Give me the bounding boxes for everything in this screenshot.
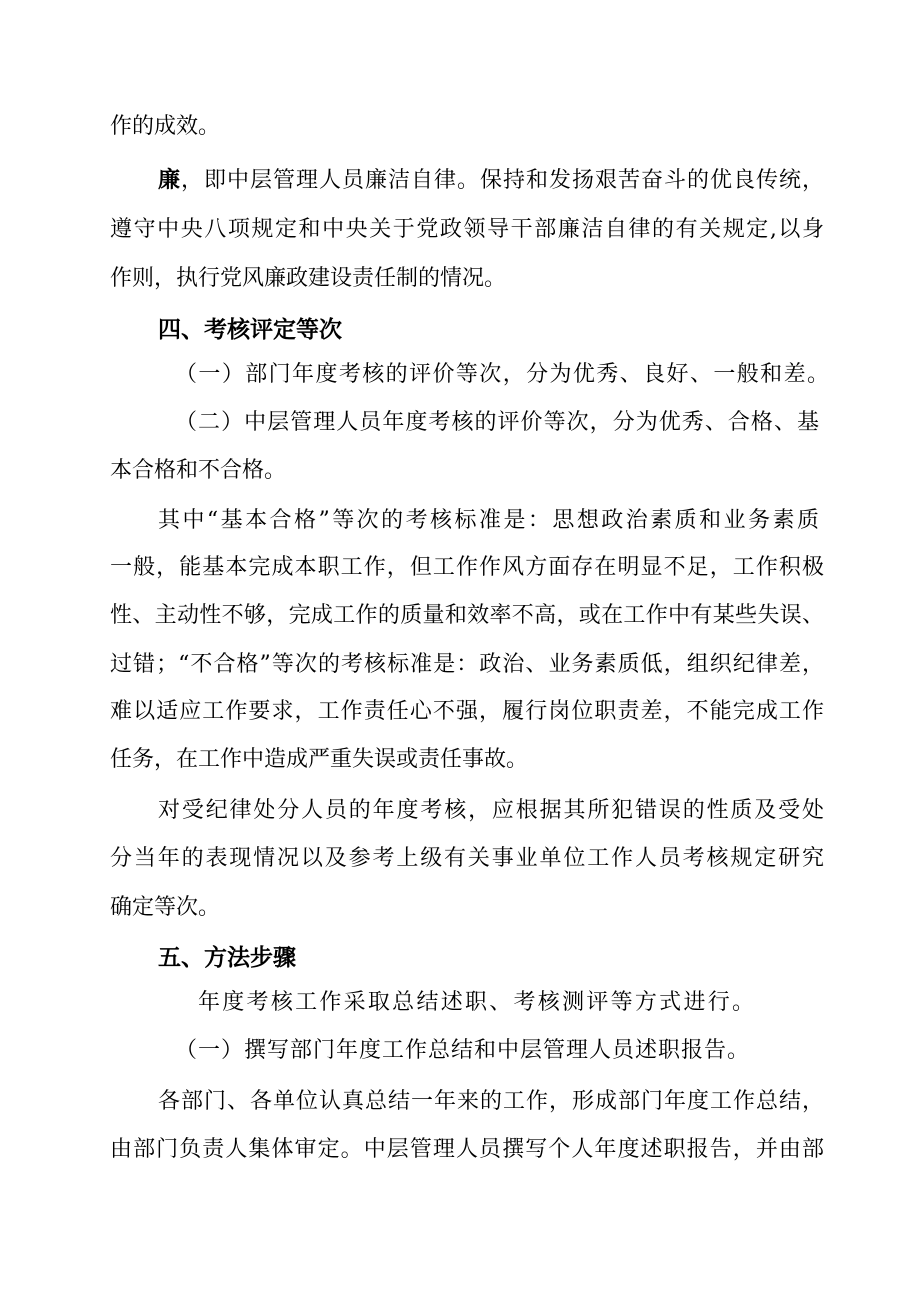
paragraph-line: 作则，执行党风廉政建设责任制的情况。 xyxy=(110,266,507,291)
paragraph-line: 一般，能基本完成本职工作，但工作作风方面存在明显不足，工作积极 xyxy=(110,555,824,580)
paragraph-line xyxy=(158,165,824,196)
paragraph-line: 难以适应工作要求，工作责任心不强，履行岗位职责差，不能完成工作 xyxy=(110,699,824,724)
paragraph-line: 年度考核工作采取总结述职、考核测评等方式进行。 xyxy=(198,990,754,1015)
paragraph-line: （二）中层管理人员年度考核的评价等次，分为优秀、合格、基 xyxy=(175,410,819,435)
paragraph-line: 性、主动性不够，完成工作的质量和效率不高，或在工作中有某些失误、 xyxy=(110,603,824,628)
bold-lead-term: 廉 xyxy=(158,167,181,193)
paragraph-line: 本合格和不合格。 xyxy=(110,458,287,483)
paragraph-line: 任务，在工作中造成严重失误或责任事故。 xyxy=(110,747,529,772)
section-heading: 五、方法步骤 xyxy=(158,945,296,971)
paragraph-line: 由部门负责人集体审定。中层管理人员撰写个人年度述职报告，并由部 xyxy=(110,1137,824,1162)
paragraph-line: （一）部门年度考核的评价等次，分为优秀、良好、一般和差。 xyxy=(175,362,829,387)
paragraph-line: 过错；“不合格”等次的考核标准是：政治、业务素质低，组织纪律差， xyxy=(110,652,824,677)
paragraph-line: 作的成效。 xyxy=(110,114,221,139)
paragraph-line: 对受纪律处分人员的年度考核，应根据其所犯错误的性质及受处 xyxy=(158,798,824,823)
paragraph-line: 其中“基本合格”等次的考核标准是：思想政治素质和业务素质 xyxy=(158,508,819,533)
paragraph-text: ，即中层管理人员廉洁自律。保持和发扬艰苦奋斗的优良传统， xyxy=(181,168,824,193)
paragraph-line: 各部门、各单位认真总结一年来的工作，形成部门年度工作总结， xyxy=(158,1089,824,1114)
section-heading: 四、考核评定等次 xyxy=(158,317,342,343)
paragraph-line: 确定等次。 xyxy=(110,895,221,920)
paragraph-line: 分当年的表现情况以及参考上级有关事业单位工作人员考核规定研究 xyxy=(110,846,824,871)
paragraph-line: 遵守中央八项规定和中央关于党政领导干部廉洁自律的有关规定,以身 xyxy=(110,217,824,242)
paragraph-line: （一）撰写部门年度工作总结和中层管理人员述职报告。 xyxy=(175,1038,749,1063)
